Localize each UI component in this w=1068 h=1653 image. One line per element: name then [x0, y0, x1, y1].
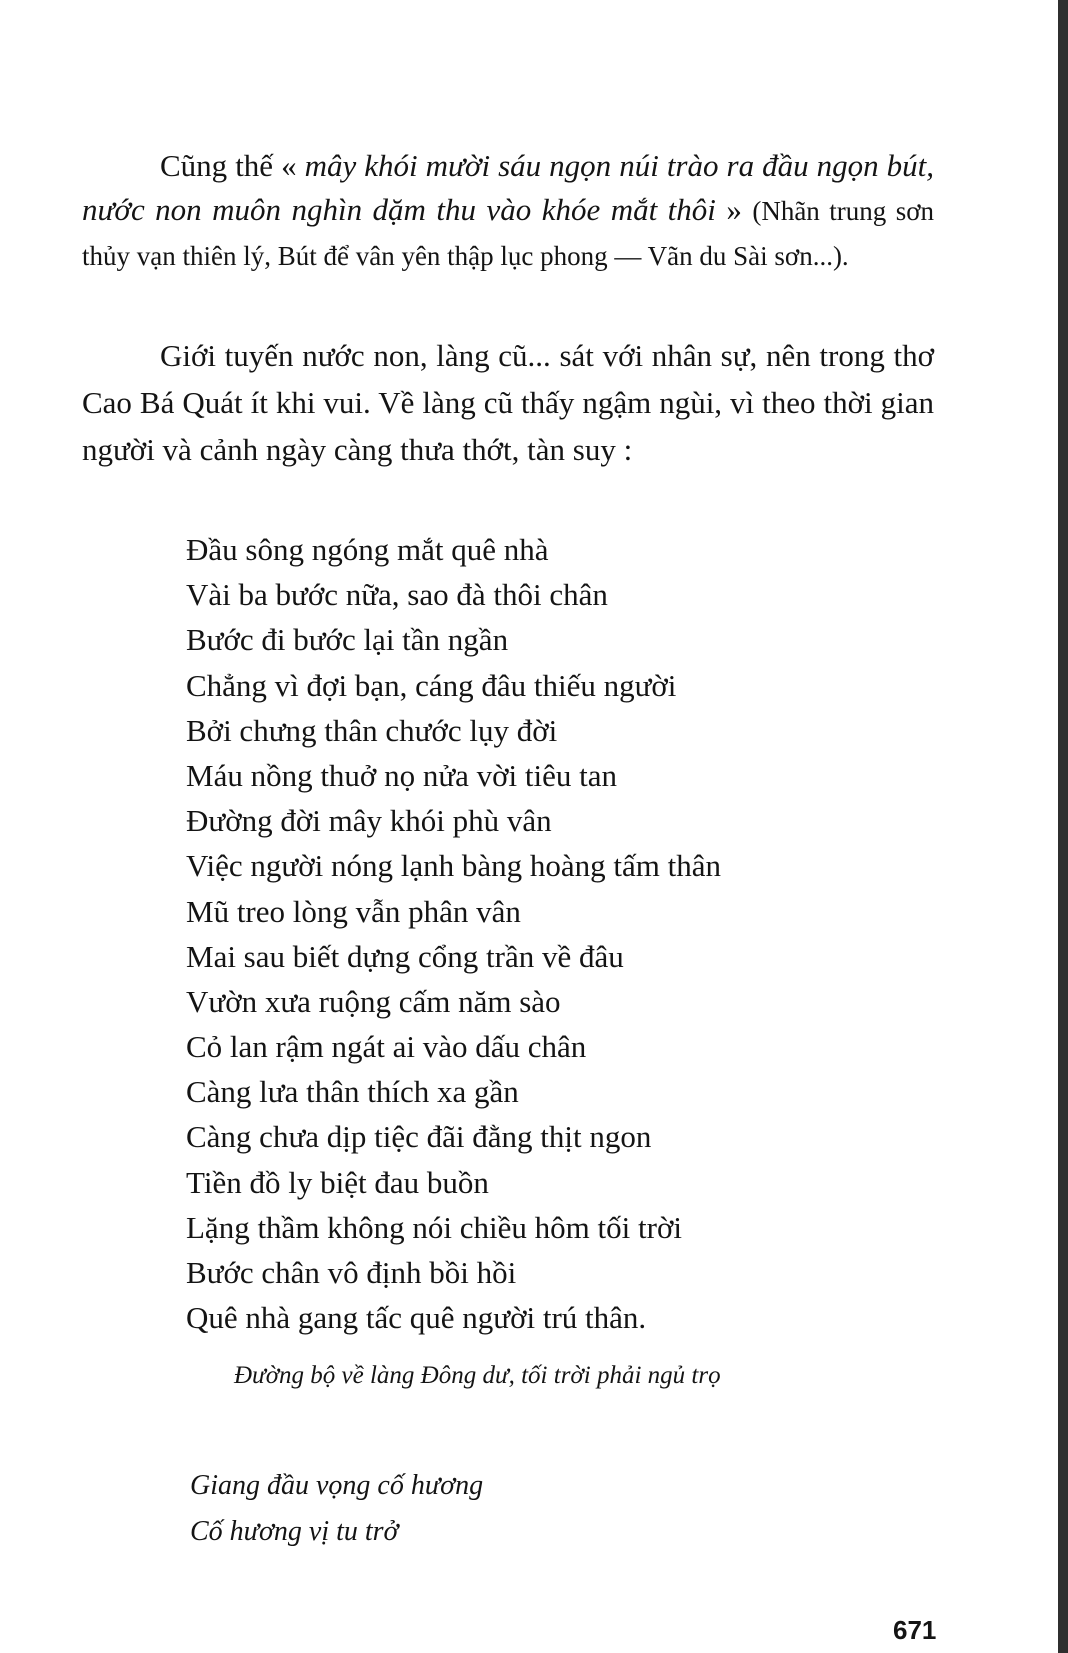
- poem-line: Vài ba bước nữa, sao đà thôi chân: [186, 577, 608, 613]
- poem-line: Càng lưa thân thích xa gần: [186, 1074, 519, 1110]
- poem-line: Vườn xưa ruộng cấm năm sào: [186, 983, 561, 1019]
- paragraph-1: [82, 144, 934, 278]
- paragraph-1-tail: (Nhãn trung sơn thủy vạn thiên lý, Bút để vân yên thập lục phong — Vãn du Sài sơn...).: [82, 196, 935, 271]
- poem-line: Tiền đồ ly biệt đau buồn: [186, 1164, 489, 1200]
- paragraph-1-quote-close: »: [715, 192, 753, 227]
- poem-line: Cỏ lan rậm ngát ai vào dấu chân: [186, 1029, 587, 1065]
- page-number: 671: [893, 1615, 937, 1645]
- poem-line: Mai sau biết dựng cổng trần về đâu: [186, 938, 624, 974]
- poem-line: Lặng thầm không nói chiều hôm tối trời: [186, 1209, 682, 1245]
- poem-line: Đầu sông ngóng mắt quê nhà: [186, 532, 549, 567]
- poem-vietnamese: [186, 527, 721, 1340]
- poem-line: Mũ treo lòng vẫn phân vân: [186, 893, 521, 929]
- poem-hanviet: [190, 1463, 483, 1555]
- paragraph-1-quote: mây khói mười sáu ngọn núi trào ra đầu ngọn bút, nước non muôn nghìn dặm thu vào khóe mắt thôi: [82, 148, 934, 227]
- poem-source-caption: Đường bộ về làng Đông dư, tối trời phải ngủ trọ: [234, 1362, 721, 1389]
- hanviet-line: Cố hương vị tu trở: [190, 1516, 399, 1547]
- poem-line: Chẳng vì đợi bạn, cáng đâu thiếu người: [186, 667, 677, 703]
- hanviet-line: Giang đầu vọng cố hương: [190, 1470, 484, 1501]
- poem-line: Bước chân vô định bồi hồi: [186, 1255, 517, 1290]
- paragraph-1-lead: Cũng thế «: [160, 148, 305, 183]
- poem-line: Việc người nóng lạnh bàng hoàng tấm thân: [186, 848, 721, 884]
- poem-line: Máu nồng thuở nọ nửa vời tiêu tan: [186, 757, 618, 793]
- poem-line: Bởi chưng thân chước lụy đời: [186, 712, 558, 748]
- paragraph-2: [82, 332, 934, 473]
- poem-line: Bước đi bước lại tần ngần: [186, 622, 509, 658]
- page-edge-bar: [1058, 0, 1068, 1653]
- poem-line: Đường đời mây khói phù vân: [186, 803, 552, 839]
- paragraph-2-text: Giới tuyến nước non, làng cũ... sát với nhân sự, nên trong thơ Cao Bá Quát ít khi vui. Về làng cũ thấy ngậm ngùi, vì theo thời gian người và cảnh ngày càng thưa thớt, tàn suy :: [82, 338, 934, 467]
- poem-line: Càng chưa dịp tiệc đãi đằng thịt ngon: [186, 1119, 652, 1155]
- poem-line: Quê nhà gang tấc quê người trú thân.: [186, 1300, 647, 1336]
